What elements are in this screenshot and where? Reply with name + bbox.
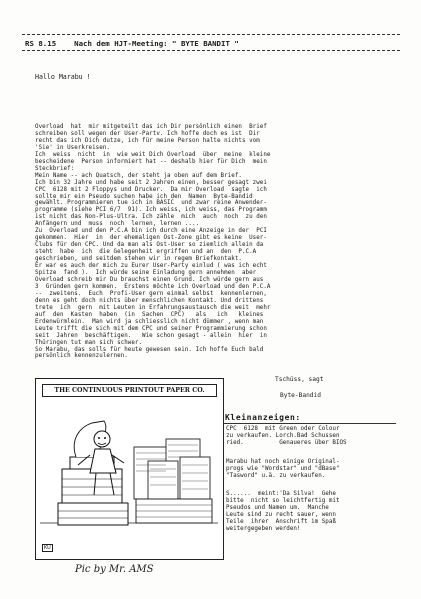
ad-line: Teile ihrer Anschrift im Spaß (226, 519, 336, 525)
letter-line: Anfängern und muss noch lernen, lernen .... (35, 221, 200, 228)
ad-line: bitte nicht so leichtfertig mit (226, 498, 340, 504)
letter-line: sollte mir ein Pseudo suchen habe ich den Namen Byte-Bandid (35, 193, 253, 200)
letter-line: bescheidene Person informiert hat -- deshalb hier für Dich mein (35, 158, 267, 165)
letter-line: persönlich kennenzulernen. (35, 353, 128, 360)
printout-banner: THE CONTINUOUS PRINTOUT PAPER CO. (42, 384, 217, 397)
letter-line: -- zweitens. Euch Profi-User gern einmal selbst kennenlernen, (35, 290, 267, 297)
ad-line: "Tasword" u.ä. zu verkaufen. (226, 473, 326, 479)
letter-line: Steckbrief: (35, 165, 75, 172)
classifieds-title: Kleinanzeigen: (225, 413, 301, 422)
closing-line: Tschüss, sagt (275, 376, 324, 383)
letter-line: Erdenwürmlein. Man wird ja schliesslich nicht dümmer , wenn man (35, 318, 264, 325)
printer-cartoon-drawing (40, 399, 218, 541)
ad-line: CPC 6128 mit Green oder Colour (226, 426, 340, 432)
picture-credit: Pic by Mr. AMS (75, 564, 154, 575)
letter-line: Zu Overload und den P.C.A bin ich durch eine Anzeige in der PCI (35, 228, 267, 235)
letter-line: Spitze fand ). Ich würde seine Einladung gern annehmen aber (35, 270, 257, 277)
letter-line: Overload hat mir mitgeteilt das ich Dir persönlich einen Brief (35, 124, 267, 130)
letter-line: Er war es auch der mich zu Eurer User-Party einlud ( was ich echt (35, 263, 267, 270)
letter-line: Ich weiss nicht in wie weit Dich Overload über meine kleine (35, 151, 271, 158)
letter-line: Ich bin 32 Jahre und habe seit 2 Jahren einen, besser gesagt zwei (35, 179, 267, 186)
letter-line: denn es geht doch nichts über menschlichen Kontakt. Und drittens (35, 297, 264, 304)
article-title: Nach dem HJT-Meeting: " BYTE BANDIT " (74, 39, 239, 48)
classified-ad-cpc (226, 426, 396, 447)
classifieds-rule (224, 423, 396, 424)
ad-line: S...... meint:'Da Silva! Gehe (226, 491, 336, 497)
letter-body (35, 124, 395, 360)
letter-line: programme (siehe PCI 6/7 91). Ich weiss, ich weiss, das Programm (35, 207, 267, 214)
classified-ad-notice (226, 491, 396, 533)
signature: Byte-Bandid (280, 392, 321, 399)
ad-line: Marabu hat noch einige Original- (226, 459, 340, 465)
letter-line: auf den Kasten haben (in Sachen CPC) als ich kleines (35, 311, 264, 318)
letter-line: So Marabu, das solls für heute gewesen sein. Ich hoffe Euch bald (35, 346, 264, 353)
article-header (25, 39, 395, 48)
classified-ad-software (226, 459, 396, 480)
printout-illustration (35, 378, 224, 560)
ad-line: progs wie "Wordstar" und "dBase" (226, 466, 340, 472)
letter-line: recht das ich Dich dutze, ich für meine Person halte nichts vom (35, 137, 260, 144)
ad-line: Pseudos und Namen um. Manche (226, 505, 329, 511)
issue-number: RS 8.15 (25, 39, 57, 48)
letter-line: geschrieben, und seitdem stehen wir in regem Briefkontakt. (35, 256, 242, 263)
letter-line: 'Sie' in Userkreisen. (35, 144, 110, 151)
letter-line: Overload schreib mir Du brauchst einen Grund. Ich würde gern aus (35, 276, 264, 283)
letter-line: gewählt. Programmieren tue ich in BASIC und zwar reine Anwender- (35, 200, 267, 207)
greeting: Hallo Marabu ! (35, 73, 91, 81)
letter-line: seit Jahren beschäftigen. Wie schon gesagt - allein hier in (35, 332, 267, 339)
letter-line: 3 Gründen gern kommen. Erstens möchte ich Overload und den P.C.A (35, 283, 271, 290)
ad-line: ried. Genaueres über BIOS (226, 440, 347, 446)
ad-line: zu verkaufen. Lorch.Bad Schussen (226, 433, 340, 439)
top-rule (22, 34, 400, 35)
letter-line: Mein Name -- ach Quatsch, der steht ja oben auf dem Brief. (35, 172, 242, 179)
letter-line: steht habe ich die Gelegenheit ergriffen und an den P.C.A (35, 249, 257, 256)
header-rule (22, 50, 400, 51)
artist-mark: KU (44, 545, 51, 551)
letter-line: Leute trifft die sich mit dem CPC und seiner Programmierung schon (35, 325, 267, 332)
ad-line: Leute sind zu recht sauer, wenn (226, 512, 336, 518)
ad-line: weitergegeben werden! (226, 526, 301, 532)
letter-line: ist nicht das Non-Plus-Ultra. Ich zähle mich auch noch zu den (35, 214, 267, 221)
letter-line: CPC 6128 mit 2 Floppys und Drucker. Da mir Overload sagte ich (35, 186, 267, 193)
signoff (275, 376, 323, 408)
letter-line: Thüringen tut man sich schwer. (35, 339, 143, 346)
letter-line: schreiben soll wegen der User-Partv. Ich hoffe doch es ist Dir (35, 130, 260, 137)
letter-line: gekommen. Hier in der ehemaligen Ost-Zone gibt es keine User- (35, 235, 267, 242)
letter-line: Clubs für den CPC. Und da man als Ost-User so ziemlich allein da (35, 242, 264, 249)
letter-line: trete ich gern mit Leuten in Erfahrungsaustausch die weit mehr (35, 304, 271, 311)
